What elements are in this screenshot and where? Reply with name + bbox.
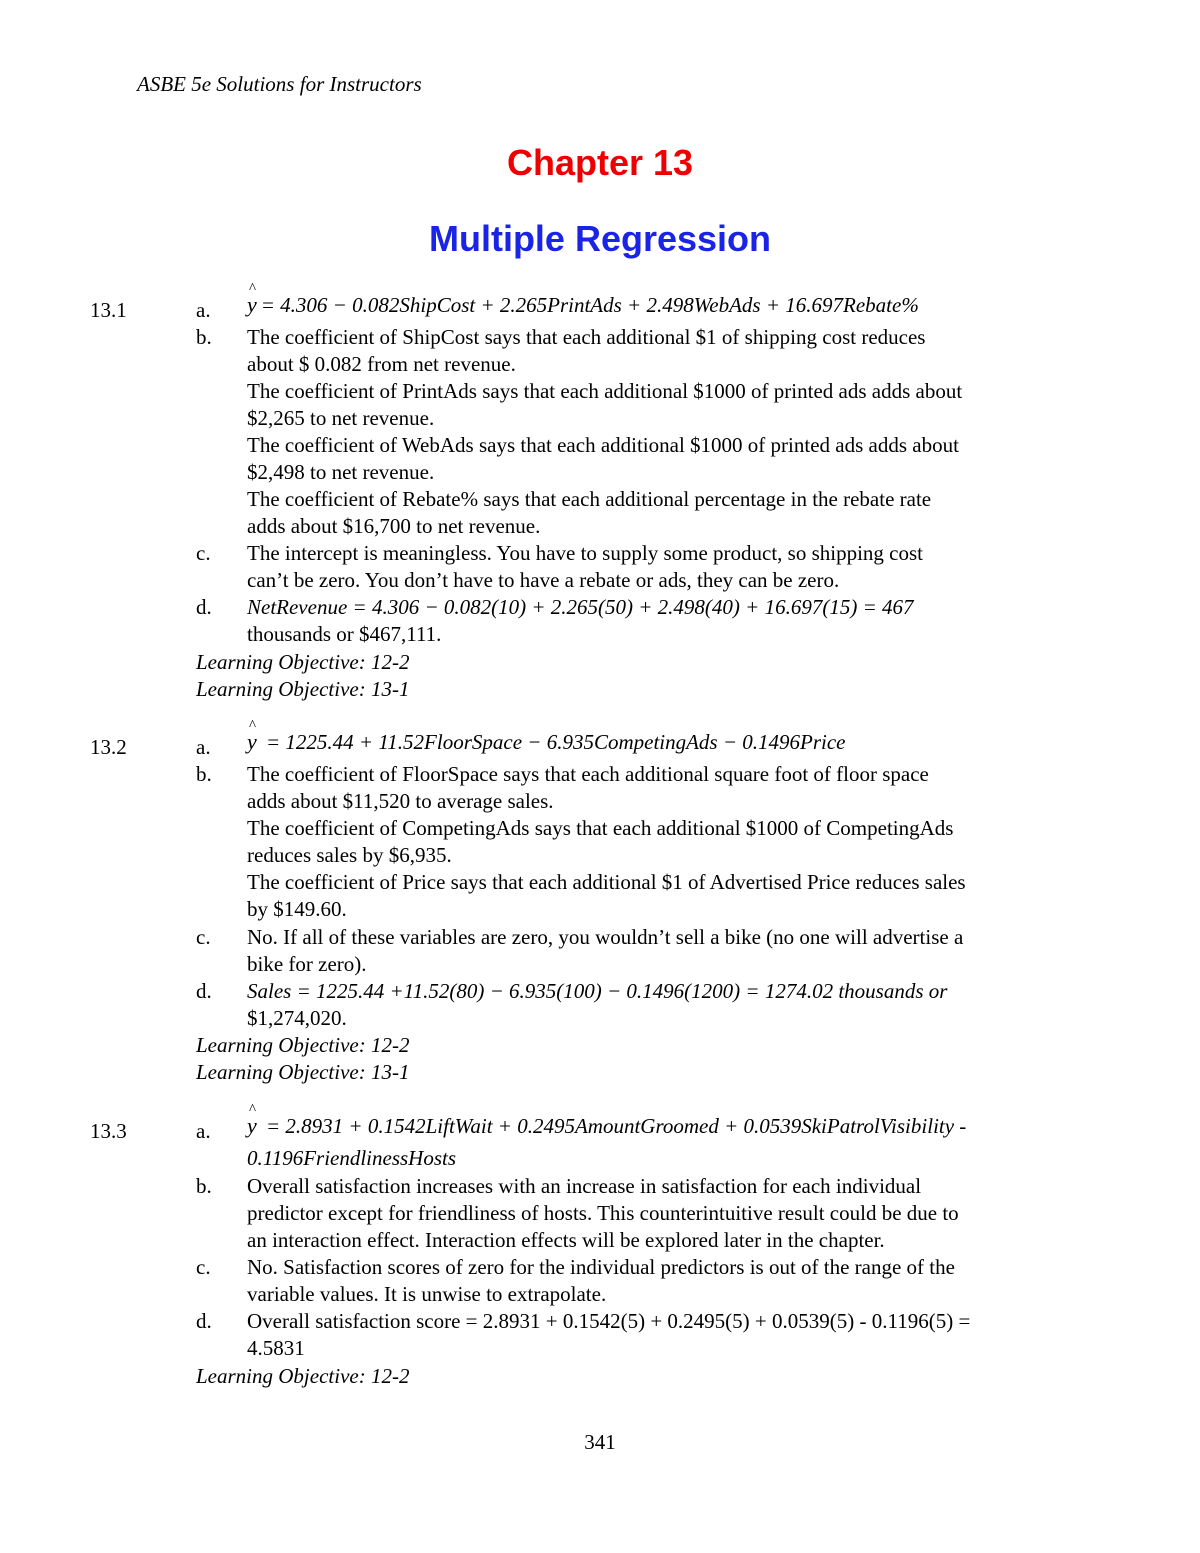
part-letter: d.: [196, 595, 212, 619]
regression-equation: [247, 1113, 966, 1139]
text-line: adds about $16,700 to net revenue.: [247, 514, 541, 538]
part-letter: c.: [196, 925, 211, 949]
text-line: The coefficient of Rebate% says that each additional percentage in the rebate rate: [247, 487, 932, 511]
problem-number: 13.1: [90, 298, 127, 322]
text-line: predictor except for friendliness of hosts. This counterintuitive result could be due to: [247, 1201, 959, 1225]
text-line: NetRevenue = 4.306 − 0.082(10) + 2.265(50) + 2.498(40) + 16.697(15) = 467: [247, 595, 914, 619]
text-line: Overall satisfaction increases with an increase in satisfaction for each individual: [247, 1174, 922, 1198]
section-title: Multiple Regression: [428, 218, 772, 259]
regression-equation: [247, 292, 919, 318]
part-letter: d.: [196, 979, 212, 1003]
problem-number: 13.2: [90, 735, 127, 759]
text-line: bike for zero).: [247, 952, 367, 976]
part-letter: a.: [196, 298, 211, 322]
text-line: reduces sales by $6,935.: [247, 843, 452, 867]
part-letter: b.: [196, 325, 212, 349]
equation-text: = 4.306 − 0.082ShipCost + 2.265PrintAds + 2.498WebAds + 16.697Rebate%: [260, 293, 919, 317]
running-header: ASBE 5e Solutions for Instructors: [137, 72, 422, 96]
text-line: by $149.60.: [247, 897, 347, 921]
text-line: The coefficient of PrintAds says that each additional $1000 of printed ads adds about: [247, 379, 963, 403]
page-number: 341: [584, 1430, 616, 1454]
equation-text: = 2.8931 + 0.1542LiftWait + 0.2495AmountGroomed + 0.0539SkiPatrolVisibility -: [260, 1114, 967, 1138]
text-line: $1,274,020.: [247, 1006, 347, 1030]
part-letter: b.: [196, 762, 212, 786]
text-line: 4.5831: [247, 1336, 305, 1360]
learning-objective: Learning Objective: 12-2: [196, 1033, 410, 1057]
text-line: can’t be zero. You don’t have to have a rebate or ads, they can be zero.: [247, 568, 840, 592]
y-hat-symbol: ^ y: [247, 729, 257, 755]
text-line: Overall satisfaction score = 2.8931 + 0.1542(5) + 0.2495(5) + 0.0539(5) - 0.1196(5) =: [247, 1309, 971, 1333]
learning-objective: Learning Objective: 12-2: [196, 650, 410, 674]
learning-objective: Learning Objective: 13-1: [196, 677, 410, 701]
part-letter: a.: [196, 1119, 211, 1143]
text-line: about $ 0.082 from net revenue.: [247, 352, 516, 376]
learning-objective: Learning Objective: 13-1: [196, 1060, 410, 1084]
text-line: The coefficient of WebAds says that each additional $1000 of printed ads adds about: [247, 433, 959, 457]
text-line: No. Satisfaction scores of zero for the individual predictors is out of the range of the: [247, 1255, 955, 1279]
part-letter: d.: [196, 1309, 212, 1333]
text-line: $2,498 to net revenue.: [247, 460, 435, 484]
y-hat-symbol: ^ y: [247, 292, 257, 318]
text-line: thousands or $467,111.: [247, 622, 442, 646]
equation-text: = 1225.44 + 11.52FloorSpace − 6.935CompetingAds − 0.1496Price: [260, 730, 846, 754]
equation-continuation: 0.1196FriendlinessHosts: [247, 1146, 457, 1170]
text-line: No. If all of these variables are zero, you wouldn’t sell a bike (no one will advertise a: [247, 925, 964, 949]
text-line: The coefficient of FloorSpace says that each additional square foot of floor space: [247, 762, 929, 786]
part-letter: c.: [196, 1255, 211, 1279]
text-line: an interaction effect. Interaction effects will be explored later in the chapter.: [247, 1228, 885, 1252]
part-letter: b.: [196, 1174, 212, 1198]
text-line: $2,265 to net revenue.: [247, 406, 435, 430]
text-line: The intercept is meaningless. You have to supply some product, so shipping cost: [247, 541, 924, 565]
text-line: variable values. It is unwise to extrapolate.: [247, 1282, 607, 1306]
chapter-title: Chapter 13: [506, 142, 694, 183]
text-line: The coefficient of Price says that each additional $1 of Advertised Price reduces sales: [247, 870, 966, 894]
part-letter: a.: [196, 735, 211, 759]
text-line: Sales = 1225.44 +11.52(80) − 6.935(100) − 0.1496(1200) = 1274.02 thousands or: [247, 979, 948, 1003]
y-hat-symbol: ^ y: [247, 1113, 257, 1139]
text-line: The coefficient of ShipCost says that each additional $1 of shipping cost reduces: [247, 325, 926, 349]
problem-number: 13.3: [90, 1119, 127, 1143]
text-line: adds about $11,520 to average sales.: [247, 789, 554, 813]
part-letter: c.: [196, 541, 211, 565]
learning-objective: Learning Objective: 12-2: [196, 1364, 410, 1388]
text-line: The coefficient of CompetingAds says that each additional $1000 of CompetingAds: [247, 816, 954, 840]
regression-equation: [247, 729, 846, 755]
